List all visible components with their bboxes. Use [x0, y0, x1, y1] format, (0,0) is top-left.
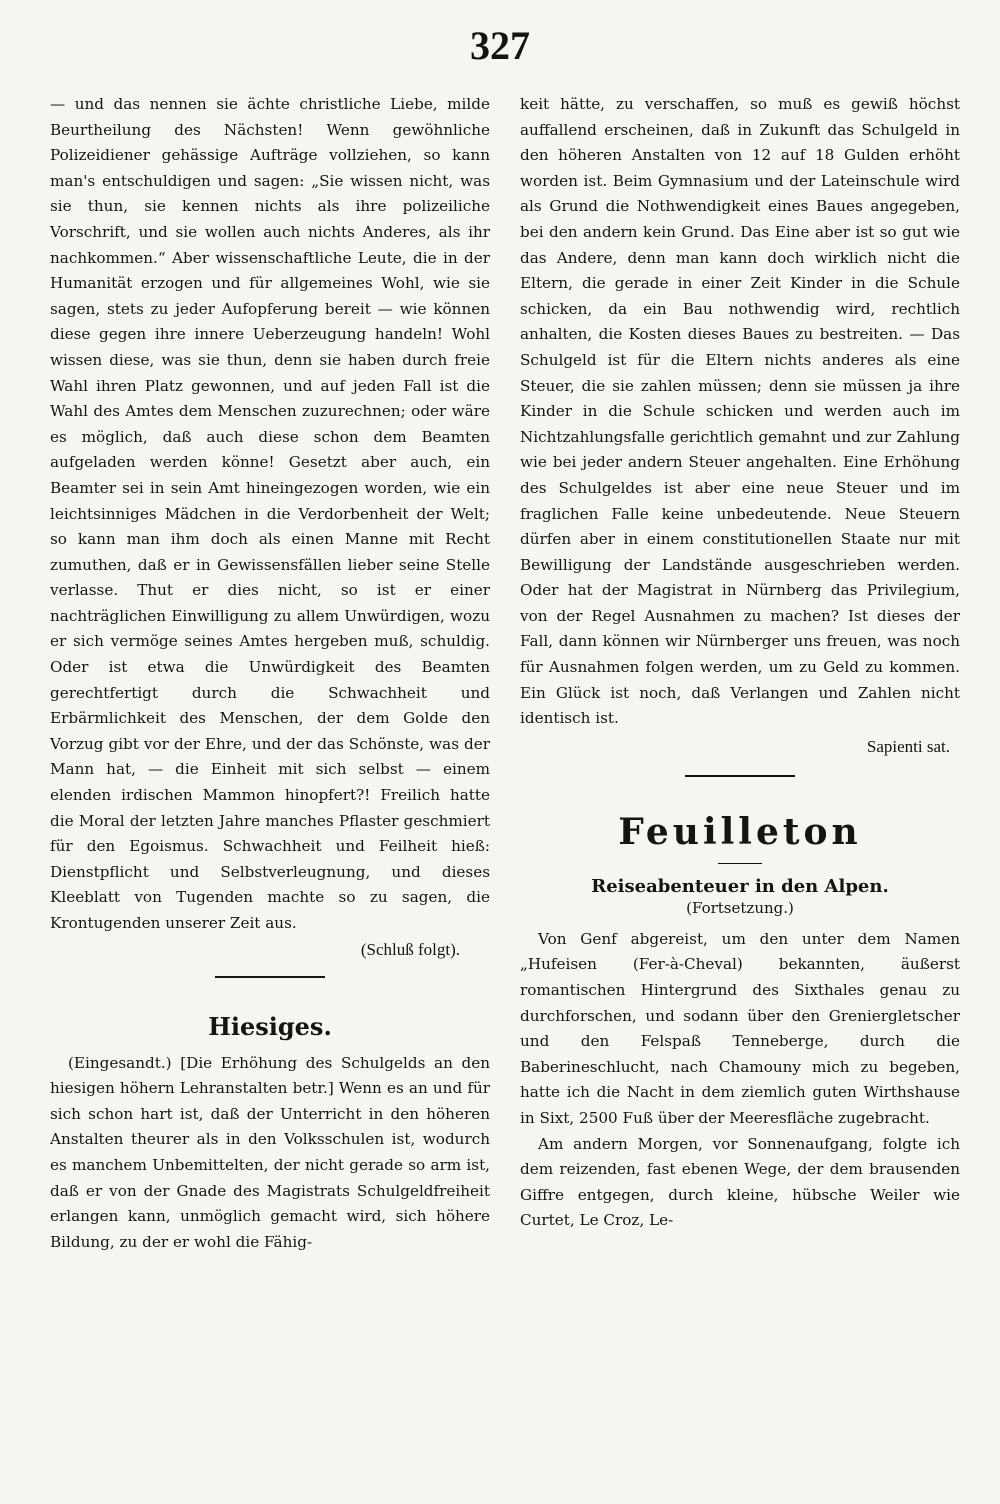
- right-column: [520, 92, 960, 1234]
- article-title: Reiseabenteuer in den Alpen.: [591, 875, 889, 897]
- section-heading-local: Hiesiges.: [208, 1011, 332, 1041]
- left-column: [50, 92, 490, 1255]
- article-subnote: (Fortsetzung.): [686, 898, 794, 917]
- page-number: 327: [470, 23, 530, 68]
- section-divider: [685, 775, 795, 777]
- section-divider: [215, 976, 325, 978]
- travel-story-paragraph: Von Genf abgereist, um den unter dem Namen „Hufeisen (Fer-à-Cheval) bekannten, äußerst romantischen Hintergrund des Sixthales genau zu durchforschen, und sodann über den Greniergletscher und den Felspaß Tenneberge, durch die Baberineschlucht, nach Chamouny mich zu begeben, hatte ich die Nacht in dem ziemlich guten Wirthshause in Sixt, 2500 Fuß über der Meeresfläche zugebracht.: [520, 929, 960, 1127]
- local-news-paragraph: (Eingesandt.) [Die Erhöhung des Schulgelds an den hiesigen höhern Lehranstalten betr.] Wenn es an und für sich schon hart ist, daß der Unterricht in den höheren Anstalten theurer als in den Volksschulen ist, wodurch es manchem Unbemittelten, der nicht gerade so arm ist, daß er von der Gnade des Magistrats Schulgeldfreiheit erlangen kann, unmöglich gemacht wird, sich höhere Bildung, zu der er wohl die Fähig-: [50, 1053, 490, 1251]
- travel-story-paragraph: Am andern Morgen, vor Sonnenaufgang, folgte ich dem reizenden, fast ebenen Wege, der dem brausenden Giffre entgegen, durch kleine, hübsche Weiler wie Curtet, Le Croz, Le-: [520, 1134, 960, 1230]
- to-be-continued-note: (Schluß folgt).: [360, 939, 460, 959]
- feuilleton-heading: Feuilleton: [618, 810, 862, 853]
- signoff: Sapienti sat.: [866, 736, 950, 756]
- essay-continuation-paragraph: — und das nennen sie ächte christliche Liebe, milde Beurtheilung des Nächsten! Wenn gewöhnliche Polizeidiener gehässige Aufträge vollziehen, so kann man's entschuldigen und sagen: „Sie wissen nicht, was sie thun, sie kennen nichts als ihre polizeiliche Vorschrift, und sie wollen auch nichts Anderes, als ihr nachkommen.“ Aber wissenschaftliche Leute, die in der Humanität erzogen und für allgemeines Wohl, wie sie sagen, stets zu jeder Aufopferung bereit — wie können diese gegen ihre innere Ueberzeugung handeln! Wohl wissen diese, was sie thun, denn sie haben durch freie Wahl ihren Platz gewonnen, und auf jeden Fall ist die Wahl des Amtes dem Menschen zuzurechnen; oder wäre es möglich, daß auch diese schon dem Beamten aufgeladen werden könne! Gesetzt aber auch, ein Beamter sei in sein Amt hineingezogen worden, wie ein leichtsinniges Mädchen in die Verdorbenheit der Welt; so kann man ihm doch als einen Manne mit Recht zumuthen, daß er in Gewissensfällen lieber seine Stelle verlasse. Thut er dies nicht, so ist er einer nachträglichen Einwilligung zu allem Unwürdigen, wozu er sich vermöge seines Amtes hergeben muß, schuldig. Oder ist etwa die Unwürdigkeit des Beamten gerechtfertigt durch die Schwachheit und Erbärmlichkeit des Menschen, der dem Golde den Vorzug gibt vor der Ehre, und der das Schönste, was der Mann hat, — die Einheit mit sich selbst — einem elenden irdischen Mammon hinopfert?! Freilich hatte die Moral der letzten Jahre manches Pflaster geschmiert für den Egoismus. Schwachheit und Feilheit hieß: Dienstpflicht und Selbstverleugnung, und dieses Kleeblatt von Tugenden machte so zu sagen, die Krontugenden unserer Zeit aus.: [50, 95, 490, 932]
- local-news-continuation-paragraph: keit hätte, zu verschaffen, so muß es gewiß höchst auffallend erscheinen, daß in Zukunft das Schulgeld in den höheren Anstalten von 12 auf 18 Gulden erhöht worden ist. Beim Gymnasium und der Lateinschule wird als Grund die Nothwendigkeit eines Baues angegeben, bei den andern kein Grund. Das Eine aber ist so gut wie das Andere, denn man kann doch wirklich nicht die Eltern, die gerade in einer Zeit Kinder in die Schule schicken, da ein Bau nothwendig wird, rechtlich anhalten, die Kosten dieses Baues zu bestreiten. — Das Schulgeld ist für die Eltern nichts anderes als eine Steuer, die sie zahlen müssen; denn sie müssen ja ihre Kinder in die Schule schicken und werden auch im Nichtzahlungsfalle gerichtlich gemahnt und zur Zahlung wie bei jeder andern Steuer angehalten. Eine Erhöhung des Schulgeldes ist aber eine neue Steuer und im fraglichen Falle keine unbedeutende. Neue Steuern dürfen aber in einem constitutionellen Staate nur mit Bewilligung der Landstände ausgeschrieben werden. Oder hat der Magistrat in Nürnberg das Privilegium, von der Regel Ausnahmen zu machen? Ist dieses der Fall, dann können wir Nürnberger uns freuen, was noch für Ausnahmen folgen werden, um zu Geld zu kommen. Ein Glück ist noch, daß Verlangen und Zahlen nicht identisch ist.: [520, 95, 960, 728]
- heading-divider: [718, 863, 762, 864]
